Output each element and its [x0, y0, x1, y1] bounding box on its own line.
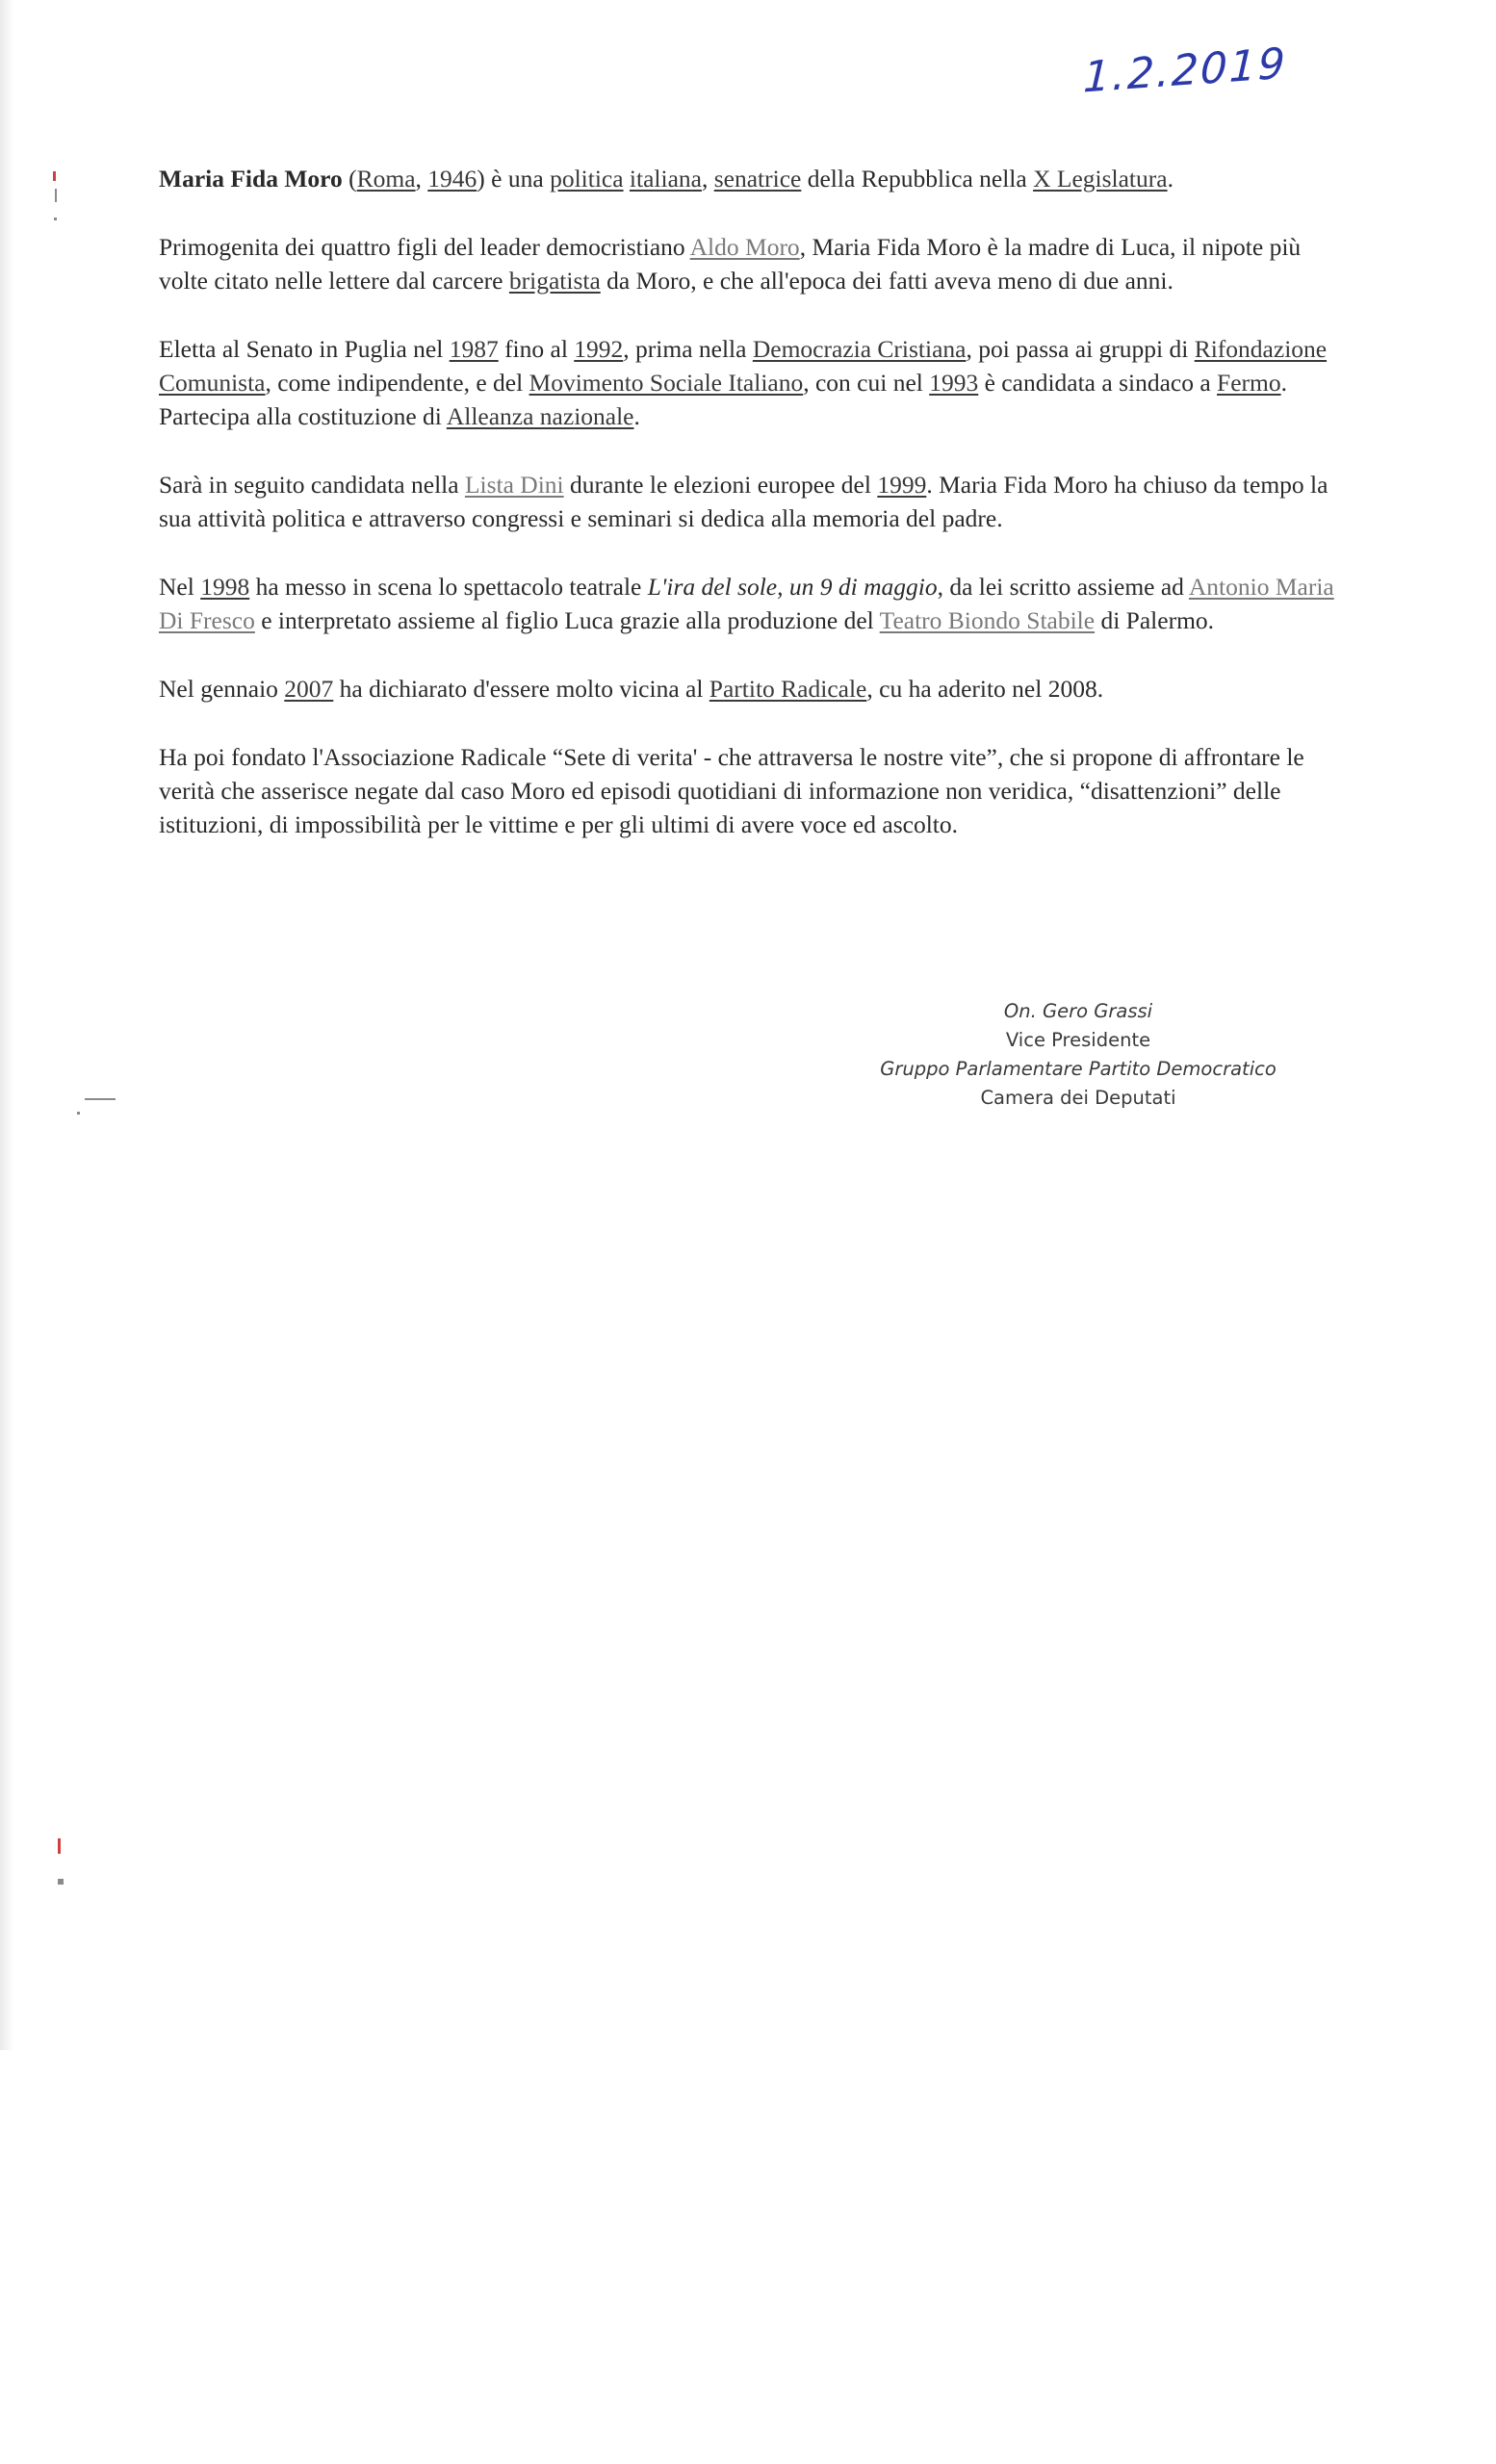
article-body: [159, 162, 1343, 876]
link-1987: 1987: [449, 335, 499, 363]
link-movimento-sociale: Movimento Sociale Italiano: [529, 369, 804, 397]
link-alleanza-nazionale: Alleanza nazionale: [446, 402, 634, 430]
paragraph-family: Primogenita dei quattro figli del leader democristiano Aldo Moro, Maria Fida Moro è la madre di Luca, il nipote più volte citato nelle lettere dal carcere brigatista da Moro, e che all'epoca dei fatti aveva meno di due anni.: [159, 233, 1302, 295]
link-teatro-biondo: Teatro Biondo Stabile: [879, 606, 1096, 634]
link-partito-radicale: Partito Radicale: [709, 675, 867, 703]
paragraph-association: Ha poi fondato l'Associazione Radicale “Sete di verita' - che attraversa le nostre vite”, che si propone di affrontare le verità che asserisce negate dal caso Moro ed episodi quotidiani di informazione non veridica, “disattenzioni” delle istituzioni, di impossibilità per le vittime e per gli ultimi di avere voce ed ascolto.: [159, 743, 1304, 838]
link-1992: 1992: [574, 335, 624, 363]
link-lista-dini: Lista Dini: [464, 471, 564, 499]
scan-mark: [55, 189, 57, 202]
stamp-chamber: Camera dei Deputati: [980, 1087, 1176, 1109]
deputy-stamp: [847, 997, 1309, 1113]
stamp-group: Gruppo Parlamentare Partito Democratico: [880, 1058, 1277, 1080]
paragraph-radicale: Nel gennaio 2007 ha dichiarato d'essere molto vicina al Partito Radicale, cu ha aderito nel 2008.: [159, 675, 1104, 703]
stamp-name: On. Gero Grassi: [1003, 1000, 1153, 1022]
link-rifondazione-comunista: Rifondazione Comunista: [159, 335, 1328, 397]
link-1998: 1998: [200, 573, 250, 601]
subject-name: Maria Fida Moro: [159, 165, 343, 192]
paragraph-senate: Eletta al Senato in Puglia nel 1987 fino al 1992, prima nella Democrazia Cristiana, poi passa ai gruppi di Rifondazione Comunista, come indipendente, e del Movimento Sociale Italiano, con cui nel 1993 è candidata a sindaco a Fermo. Partecipa alla costituzione di Alleanza nazionale.: [159, 335, 1328, 430]
stamp-role: Vice Presidente: [1005, 1029, 1151, 1051]
handwritten-date: 1.2.2019: [1082, 38, 1288, 103]
paragraph-theatre: Nel 1998 ha messo in scena lo spettacolo teatrale L'ira del sole, un 9 di maggio, da lei scritto assieme ad Antonio Maria Di Fresco e interpretato assieme al figlio Luca grazie alla produzione del Teatro Biondo Stabile di Palermo.: [159, 573, 1334, 634]
scan-mark: [53, 171, 56, 181]
link-roma: Roma: [356, 165, 416, 192]
link-brigatista: brigatista: [508, 267, 601, 295]
link-politica: politica: [550, 165, 624, 192]
link-1999: 1999: [877, 471, 927, 499]
scan-mark: [54, 218, 57, 220]
link-senatrice: senatrice: [713, 165, 802, 192]
play-title: L'ira del sole, un 9 di maggio: [647, 573, 938, 601]
link-fermo: Fermo: [1217, 369, 1281, 397]
link-1946: 1946: [427, 165, 477, 192]
scan-mark: [58, 1879, 64, 1885]
scan-mark: [77, 1112, 80, 1115]
scan-shadow-edge: [0, 0, 13, 2050]
link-aldo-moro: Aldo Moro: [689, 233, 800, 261]
paragraph-intro: Maria Fida Moro (Roma, 1946) è una politica italiana, senatrice della Repubblica nella X Legislatura.: [159, 165, 1174, 192]
link-2007: 2007: [284, 675, 334, 703]
scan-mark: [58, 1838, 61, 1854]
link-democrazia-cristiana: Democrazia Cristiana: [752, 335, 967, 363]
link-legislatura: X Legislatura: [1033, 165, 1168, 192]
link-italiana: italiana: [629, 165, 702, 192]
scan-mark: [85, 1098, 116, 1100]
link-1993: 1993: [929, 369, 979, 397]
paragraph-europe: Sarà in seguito candidata nella Lista Dini durante le elezioni europee del 1999. Maria Fida Moro ha chiuso da tempo la sua attività politica e attraverso congressi e seminari si dedica alla memoria del padre.: [159, 471, 1328, 532]
link-di-fresco: Antonio Maria Di Fresco: [159, 573, 1334, 634]
